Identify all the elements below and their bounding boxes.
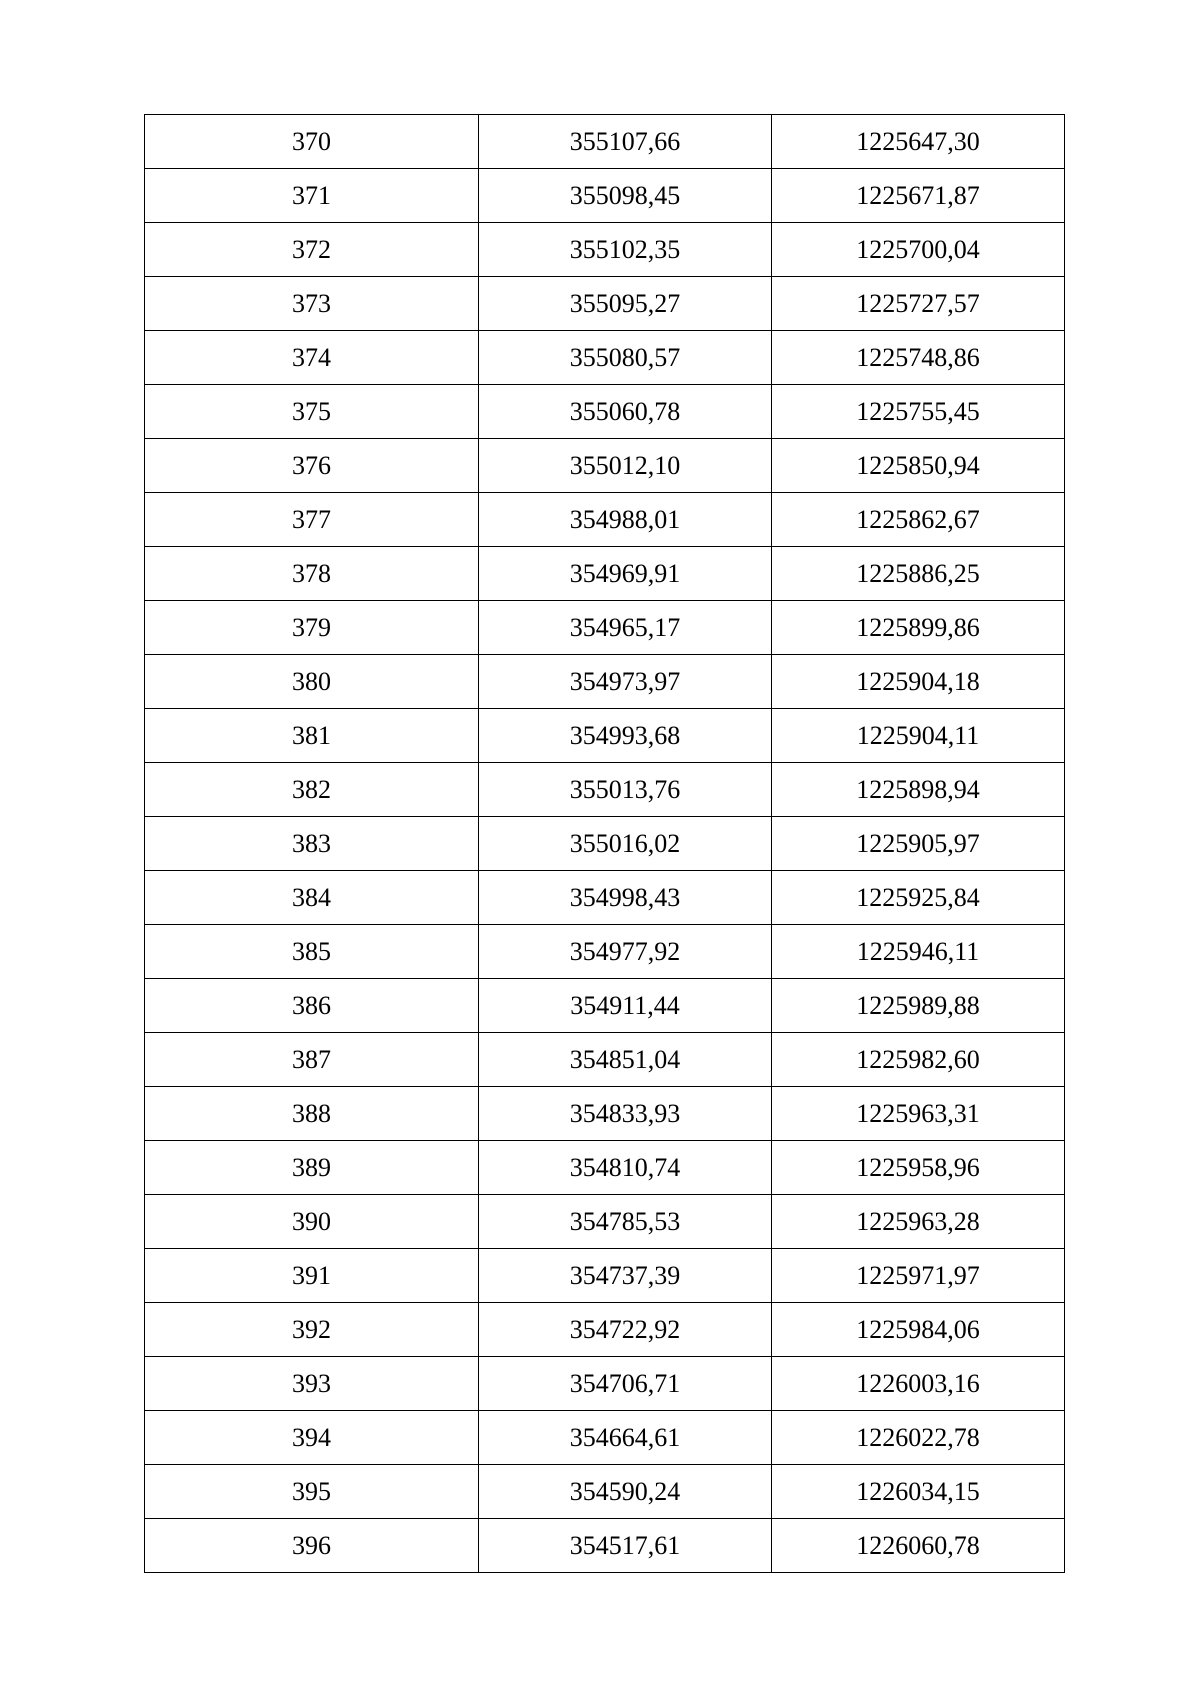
x-coordinate-cell: 354706,71 <box>479 1357 772 1411</box>
x-coordinate-cell: 354590,24 <box>479 1465 772 1519</box>
table-row <box>145 1249 1065 1303</box>
table-row <box>145 1087 1065 1141</box>
point-number-cell: 394 <box>145 1411 479 1465</box>
y-coordinate-cell: 1225748,86 <box>772 331 1065 385</box>
x-coordinate-cell: 355016,02 <box>479 817 772 871</box>
y-coordinate-cell: 1225647,30 <box>772 115 1065 169</box>
point-number-cell: 378 <box>145 547 479 601</box>
table-row <box>145 1195 1065 1249</box>
x-coordinate-cell: 354965,17 <box>479 601 772 655</box>
table-row <box>145 655 1065 709</box>
point-number-cell: 377 <box>145 493 479 547</box>
point-number-cell: 395 <box>145 1465 479 1519</box>
point-number-cell: 384 <box>145 871 479 925</box>
table-row <box>145 817 1065 871</box>
point-number-cell: 383 <box>145 817 479 871</box>
point-number-cell: 382 <box>145 763 479 817</box>
y-coordinate-cell: 1225982,60 <box>772 1033 1065 1087</box>
y-coordinate-cell: 1225886,25 <box>772 547 1065 601</box>
table-row <box>145 277 1065 331</box>
y-coordinate-cell: 1225899,86 <box>772 601 1065 655</box>
y-coordinate-cell: 1225958,96 <box>772 1141 1065 1195</box>
y-coordinate-cell: 1225905,97 <box>772 817 1065 871</box>
x-coordinate-cell: 355095,27 <box>479 277 772 331</box>
table-row <box>145 1033 1065 1087</box>
y-coordinate-cell: 1225904,11 <box>772 709 1065 763</box>
point-number-cell: 396 <box>145 1519 479 1573</box>
x-coordinate-cell: 355060,78 <box>479 385 772 439</box>
x-coordinate-cell: 354988,01 <box>479 493 772 547</box>
x-coordinate-cell: 354973,97 <box>479 655 772 709</box>
x-coordinate-cell: 355107,66 <box>479 115 772 169</box>
point-number-cell: 385 <box>145 925 479 979</box>
table-row <box>145 1357 1065 1411</box>
y-coordinate-cell: 1226060,78 <box>772 1519 1065 1573</box>
x-coordinate-cell: 354998,43 <box>479 871 772 925</box>
point-number-cell: 373 <box>145 277 479 331</box>
y-coordinate-cell: 1225963,31 <box>772 1087 1065 1141</box>
point-number-cell: 390 <box>145 1195 479 1249</box>
y-coordinate-cell: 1226034,15 <box>772 1465 1065 1519</box>
x-coordinate-cell: 354737,39 <box>479 1249 772 1303</box>
point-number-cell: 379 <box>145 601 479 655</box>
x-coordinate-cell: 355013,76 <box>479 763 772 817</box>
point-number-cell: 371 <box>145 169 479 223</box>
y-coordinate-cell: 1225904,18 <box>772 655 1065 709</box>
x-coordinate-cell: 355102,35 <box>479 223 772 277</box>
x-coordinate-cell: 354851,04 <box>479 1033 772 1087</box>
x-coordinate-cell: 355080,57 <box>479 331 772 385</box>
table-row <box>145 1411 1065 1465</box>
table-row <box>145 115 1065 169</box>
table-row <box>145 1303 1065 1357</box>
x-coordinate-cell: 354993,68 <box>479 709 772 763</box>
y-coordinate-cell: 1225862,67 <box>772 493 1065 547</box>
point-number-cell: 389 <box>145 1141 479 1195</box>
y-coordinate-cell: 1225963,28 <box>772 1195 1065 1249</box>
x-coordinate-cell: 354833,93 <box>479 1087 772 1141</box>
y-coordinate-cell: 1225946,11 <box>772 925 1065 979</box>
coordinates-table-body <box>145 115 1065 1573</box>
point-number-cell: 392 <box>145 1303 479 1357</box>
point-number-cell: 381 <box>145 709 479 763</box>
coordinates-table <box>144 114 1065 1573</box>
x-coordinate-cell: 354517,61 <box>479 1519 772 1573</box>
point-number-cell: 376 <box>145 439 479 493</box>
table-row <box>145 1465 1065 1519</box>
table-row <box>145 331 1065 385</box>
y-coordinate-cell: 1225925,84 <box>772 871 1065 925</box>
y-coordinate-cell: 1225898,94 <box>772 763 1065 817</box>
point-number-cell: 388 <box>145 1087 479 1141</box>
table-row <box>145 709 1065 763</box>
x-coordinate-cell: 354722,92 <box>479 1303 772 1357</box>
x-coordinate-cell: 354977,92 <box>479 925 772 979</box>
y-coordinate-cell: 1225850,94 <box>772 439 1065 493</box>
point-number-cell: 374 <box>145 331 479 385</box>
y-coordinate-cell: 1225984,06 <box>772 1303 1065 1357</box>
y-coordinate-cell: 1225671,87 <box>772 169 1065 223</box>
table-row <box>145 223 1065 277</box>
table-row <box>145 385 1065 439</box>
table-row <box>145 169 1065 223</box>
table-row <box>145 871 1065 925</box>
table-row <box>145 1519 1065 1573</box>
point-number-cell: 386 <box>145 979 479 1033</box>
table-row <box>145 439 1065 493</box>
y-coordinate-cell: 1226003,16 <box>772 1357 1065 1411</box>
table-row <box>145 601 1065 655</box>
point-number-cell: 375 <box>145 385 479 439</box>
x-coordinate-cell: 354810,74 <box>479 1141 772 1195</box>
point-number-cell: 370 <box>145 115 479 169</box>
x-coordinate-cell: 354911,44 <box>479 979 772 1033</box>
y-coordinate-cell: 1225989,88 <box>772 979 1065 1033</box>
table-row <box>145 1141 1065 1195</box>
table-row <box>145 925 1065 979</box>
point-number-cell: 391 <box>145 1249 479 1303</box>
x-coordinate-cell: 354785,53 <box>479 1195 772 1249</box>
table-row <box>145 763 1065 817</box>
table-row <box>145 547 1065 601</box>
x-coordinate-cell: 355012,10 <box>479 439 772 493</box>
y-coordinate-cell: 1225700,04 <box>772 223 1065 277</box>
y-coordinate-cell: 1225727,57 <box>772 277 1065 331</box>
y-coordinate-cell: 1225755,45 <box>772 385 1065 439</box>
point-number-cell: 380 <box>145 655 479 709</box>
table-row <box>145 979 1065 1033</box>
point-number-cell: 387 <box>145 1033 479 1087</box>
y-coordinate-cell: 1226022,78 <box>772 1411 1065 1465</box>
x-coordinate-cell: 354969,91 <box>479 547 772 601</box>
table-row <box>145 493 1065 547</box>
x-coordinate-cell: 355098,45 <box>479 169 772 223</box>
y-coordinate-cell: 1225971,97 <box>772 1249 1065 1303</box>
point-number-cell: 372 <box>145 223 479 277</box>
point-number-cell: 393 <box>145 1357 479 1411</box>
x-coordinate-cell: 354664,61 <box>479 1411 772 1465</box>
